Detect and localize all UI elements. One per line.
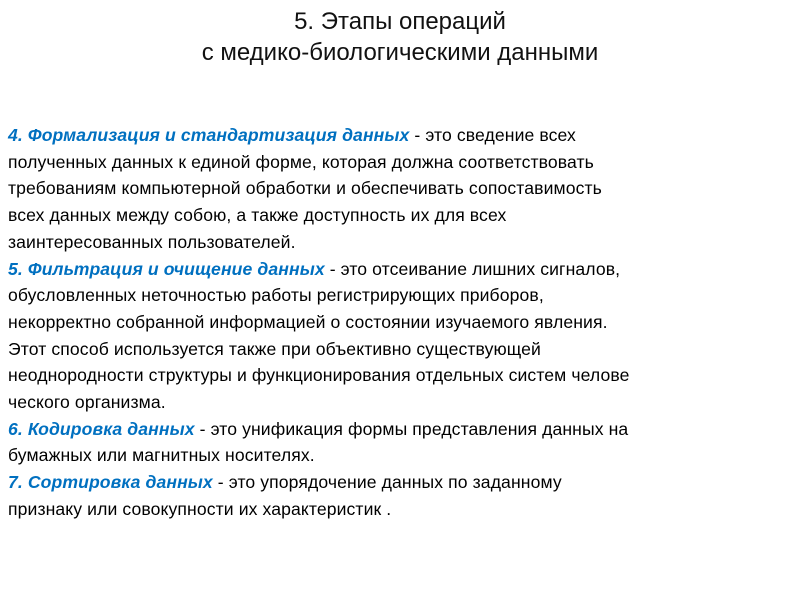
stage-term: 4. Формализация и стандартизация данных — [8, 125, 410, 145]
stage-text: заинтересованных пользователей. — [8, 231, 296, 252]
stage-text: всех данных между собою, а также доступность их для всех — [8, 205, 507, 226]
stage-item-sorting — [8, 469, 793, 522]
stage-text: полученных данных к единой форме, которая должна соответствовать — [8, 151, 594, 172]
slide-body — [8, 122, 793, 523]
stage-text: признаку или совокупности их характеристик . — [8, 498, 392, 519]
stage-text: обусловленных неточностью работы регистрирующих приборов, — [8, 285, 544, 306]
stage-text: - это отсеивание лишних сигналов, — [324, 258, 621, 279]
stage-line — [8, 469, 793, 496]
stage-text: требованиям компьютерной обработки и обеспечивать сопоставимость — [8, 178, 602, 199]
stage-line — [8, 256, 793, 283]
stage-item-coding — [8, 416, 793, 469]
slide-title — [0, 6, 800, 68]
stage-text: Этот способ используется также при объективно существующей — [8, 338, 541, 359]
title-line-2: с медико-биологическими данными — [201, 39, 599, 66]
stage-text: - это унификация формы представления данных на — [194, 418, 629, 439]
stage-term: 7. Сортировка данных — [8, 472, 213, 493]
stage-item-formalization — [8, 122, 793, 256]
stage-item-filtering — [8, 256, 793, 416]
stage-text: - это упорядочение данных по заданному — [212, 472, 562, 493]
title-line-1: 5. Этапы операций — [294, 8, 506, 35]
stage-line — [8, 416, 793, 443]
stage-line — [8, 122, 793, 149]
stage-text: неоднородности структуры и функционирования отдельных систем челове — [8, 365, 630, 386]
stage-text: некорректно собранной информацией о состоянии изучаемого явления. — [8, 311, 608, 332]
stage-text: бумажных или магнитных носителях. — [8, 445, 315, 466]
stage-term: 5. Фильтрация и очищение данных — [8, 258, 325, 279]
stage-text: - это сведение всех — [409, 125, 576, 145]
stage-term: 6. Кодировка данных — [8, 418, 195, 439]
stage-text: ческого организма. — [8, 392, 166, 413]
